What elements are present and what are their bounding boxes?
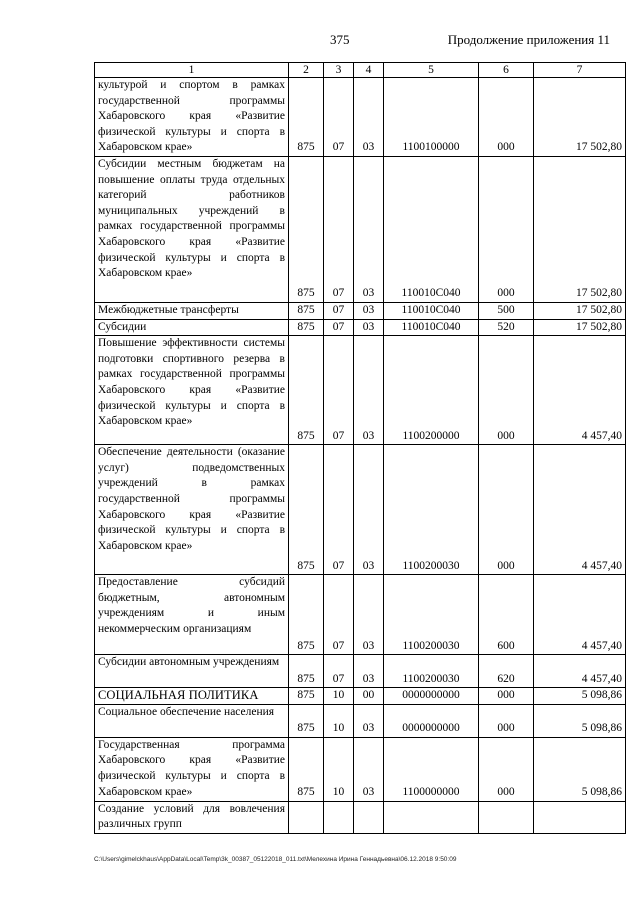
row-amount: 4 457,40 [534,655,626,688]
row-section: 07 [324,575,354,655]
row-subsection: 03 [354,78,384,157]
row-target-article [384,801,479,833]
row-grbs: 875 [289,319,324,336]
table-row [95,575,626,655]
table-row [95,336,626,445]
row-grbs: 875 [289,737,324,801]
appendix-label: Продолжение приложения 11 [447,32,610,47]
row-name: Государственная программа Хабаровского края «Развитие физической культуры и спорта в Хабаровском крае» [95,737,289,801]
row-expense-type: 000 [479,336,534,445]
row-grbs: 875 [289,704,324,737]
row-amount: 5 098,86 [534,737,626,801]
footer-file-path: C:\Users\gimelckhaus\AppData\Local\Temp\3k_00387_05122018_011.txt\Мелехина Ирина Геннадьевна\06.12.2018 9:50:09 [94,856,457,863]
row-grbs: 875 [289,688,324,705]
row-grbs [289,801,324,833]
row-expense-type: 520 [479,319,534,336]
row-target-article: 110010С040 [384,156,479,302]
row-section: 07 [324,156,354,302]
row-target-article: 0000000000 [384,688,479,705]
row-amount: 4 457,40 [534,336,626,445]
row-name: Субсидии местным бюджетам на повышение оплаты труда отдельных категорий работников муниципальных учреждений в рамках государственной программы Хабаровского края «Развитие физической культуры и спорта в Хабаровском крае» [95,156,289,302]
table-row [95,445,626,575]
table-row [95,156,626,302]
row-target-article: 1100100000 [384,78,479,157]
row-name: Обеспечение деятельности (оказание услуг) подведомственных учреждений в рамках государственной программы Хабаровского края «Развитие физической культуры и спорта в Хабаровском крае» [95,445,289,575]
row-target-article: 1100200000 [384,336,479,445]
row-target-article: 1100200030 [384,575,479,655]
row-amount [534,801,626,833]
row-section: 07 [324,336,354,445]
table-row [95,78,626,157]
row-section: 07 [324,302,354,319]
row-section: 10 [324,737,354,801]
row-amount: 17 502,80 [534,78,626,157]
row-target-article: 1100200030 [384,655,479,688]
row-subsection: 03 [354,319,384,336]
column-header-grbs: 2 [289,63,324,78]
table-row [95,737,626,801]
row-expense-type: 500 [479,302,534,319]
row-subsection: 00 [354,688,384,705]
header-row [95,63,626,78]
row-grbs: 875 [289,575,324,655]
row-subsection [354,801,384,833]
row-subsection: 03 [354,655,384,688]
table-row [95,655,626,688]
row-grbs: 875 [289,302,324,319]
column-header-target-article: 5 [384,63,479,78]
column-header-amount: 7 [534,63,626,78]
row-subsection: 03 [354,156,384,302]
row-amount: 17 502,80 [534,319,626,336]
row-subsection: 03 [354,737,384,801]
table-row [95,688,626,705]
budget-table [94,62,626,834]
row-expense-type: 000 [479,78,534,157]
row-grbs: 875 [289,156,324,302]
row-amount: 5 098,86 [534,704,626,737]
row-expense-type: 000 [479,156,534,302]
row-section: 07 [324,445,354,575]
row-expense-type: 000 [479,704,534,737]
row-expense-type: 620 [479,655,534,688]
row-name: культурой и спортом в рамках государственной программы Хабаровского края «Развитие физической культуры и спорта в Хабаровском крае» [95,78,289,157]
row-name: Повышение эффективности системы подготовки спортивного резерва в рамках государственной программы Хабаровского края «Развитие физической культуры и спорта в Хабаровском крае» [95,336,289,445]
column-header-expense-type: 6 [479,63,534,78]
row-section: 10 [324,704,354,737]
table-row [95,319,626,336]
row-target-article: 1100000000 [384,737,479,801]
row-section: 07 [324,78,354,157]
row-grbs: 875 [289,78,324,157]
row-amount: 17 502,80 [534,156,626,302]
table-row [95,302,626,319]
row-amount: 5 098,86 [534,688,626,705]
row-expense-type [479,801,534,833]
row-section: 10 [324,688,354,705]
row-subsection: 03 [354,302,384,319]
row-expense-type: 000 [479,445,534,575]
row-name: Предоставление субсидий бюджетным, автономным учреждениям и иным некоммерческим организациям [95,575,289,655]
column-header-name: 1 [95,63,289,78]
row-name: СОЦИАЛЬНАЯ ПОЛИТИКА [95,688,289,705]
row-name: Социальное обеспечение населения [95,704,289,737]
row-grbs: 875 [289,336,324,445]
row-expense-type: 600 [479,575,534,655]
row-expense-type: 000 [479,737,534,801]
row-amount: 4 457,40 [534,445,626,575]
row-name: Создание условий для вовлечения различных групп [95,801,289,833]
table-row [95,704,626,737]
row-section [324,801,354,833]
column-header-section: 3 [324,63,354,78]
row-grbs: 875 [289,445,324,575]
row-section: 07 [324,319,354,336]
row-subsection: 03 [354,445,384,575]
row-name: Межбюджетные трансферты [95,302,289,319]
row-amount: 4 457,40 [534,575,626,655]
row-expense-type: 000 [479,688,534,705]
row-grbs: 875 [289,655,324,688]
row-name: Субсидии [95,319,289,336]
row-target-article: 110010С040 [384,319,479,336]
row-target-article: 0000000000 [384,704,479,737]
row-section: 07 [324,655,354,688]
row-target-article: 110010С040 [384,302,479,319]
row-subsection: 03 [354,336,384,445]
row-name: Субсидии автономным учреждениям [95,655,289,688]
row-target-article: 1100200030 [384,445,479,575]
row-subsection: 03 [354,704,384,737]
page-number: 375 [330,32,350,47]
row-amount: 17 502,80 [534,302,626,319]
row-subsection: 03 [354,575,384,655]
table-row [95,801,626,833]
column-header-subsection: 4 [354,63,384,78]
